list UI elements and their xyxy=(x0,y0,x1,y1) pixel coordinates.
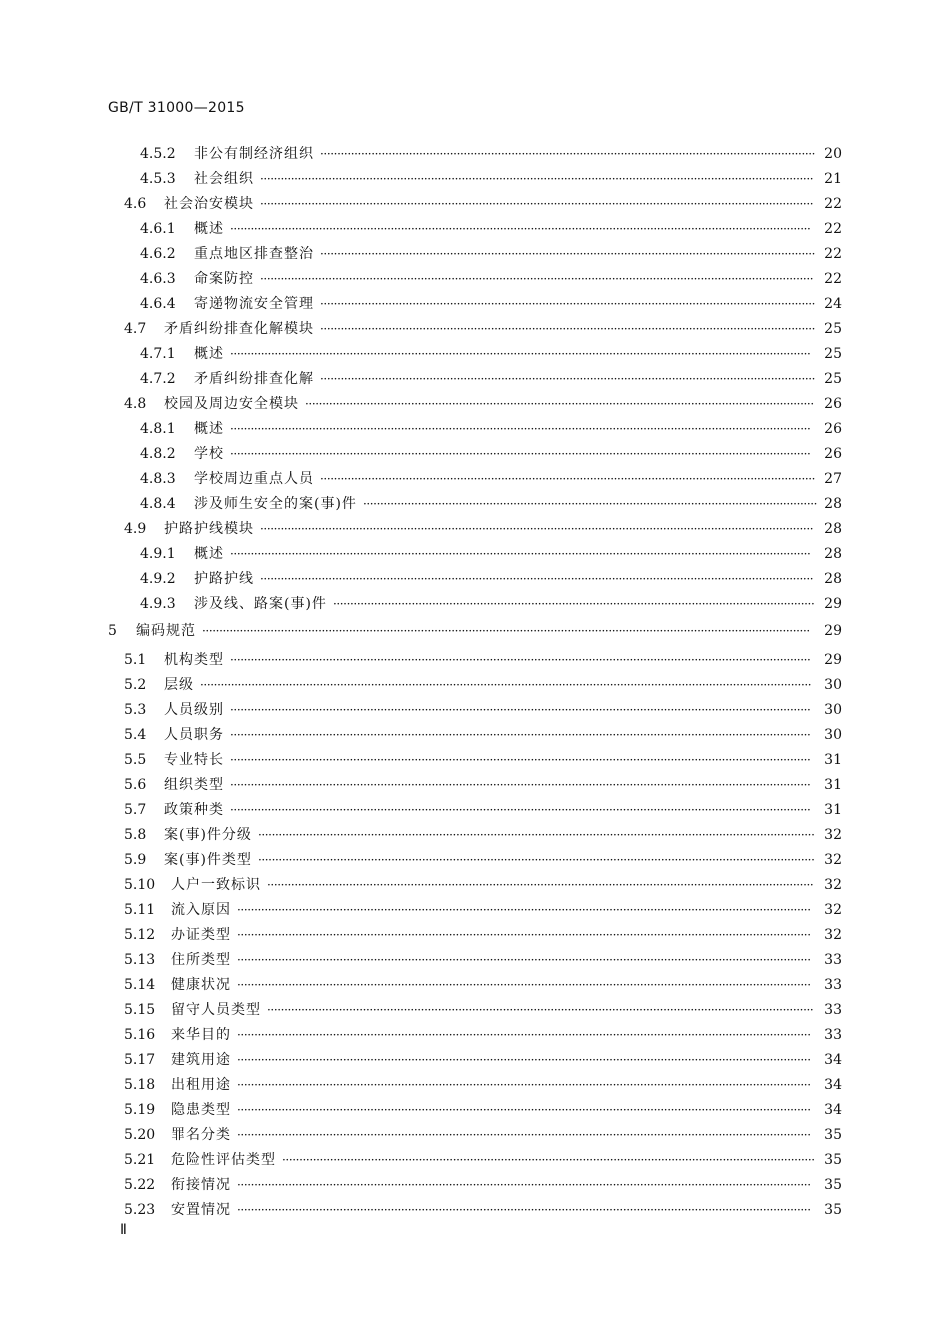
toc-entry-page: 32 xyxy=(824,852,842,868)
toc-entry-title: 编码规范 xyxy=(136,623,196,639)
toc-entry-page: 35 xyxy=(824,1127,842,1143)
dot-leader: ········································································································································································ xyxy=(237,1128,811,1142)
dot-leader: ·································································································································································· xyxy=(260,197,814,211)
toc-entry-title: 人员职务 xyxy=(164,727,224,743)
toc-entry[interactable] xyxy=(0,1024,950,1046)
toc-entry-page: 21 xyxy=(824,171,842,187)
toc-entry-title: 护路护线模块 xyxy=(164,521,254,537)
toc-entry-title: 学校周边重点人员 xyxy=(194,471,314,487)
dot-leader: ····················································································································································· xyxy=(305,397,814,411)
dot-leader: ·········································································································································································· xyxy=(230,347,811,361)
toc-entry-number: 4.6.4 xyxy=(140,296,176,312)
toc-entry-title: 概述 xyxy=(194,221,224,237)
toc-entry-title: 层级 xyxy=(164,677,194,693)
toc-entry-number: 5.18 xyxy=(124,1077,156,1093)
dot-leader: ·········································································································································································· xyxy=(230,803,811,817)
toc-entry-number: 4.5.2 xyxy=(140,146,176,162)
toc-entry-page: 28 xyxy=(824,521,842,537)
toc-entry[interactable] xyxy=(0,593,950,615)
toc-entry-title: 寄递物流安全管理 xyxy=(194,296,314,312)
toc-entry-number: 4.9.1 xyxy=(140,546,176,562)
toc-entry-title: 概述 xyxy=(194,546,224,562)
toc-entry-page: 20 xyxy=(824,146,842,162)
toc-entry-title: 涉及线、路案(事)件 xyxy=(194,596,327,612)
toc-entry-page: 29 xyxy=(824,623,842,639)
toc-entry-number: 4.6.1 xyxy=(140,221,176,237)
dot-leader: ·········································································································································································· xyxy=(230,703,811,717)
dot-leader: ···························································································································································· xyxy=(282,1153,815,1167)
dot-leader: ·································································································································································· xyxy=(260,572,814,586)
toc-entry-number: 4.8.2 xyxy=(140,446,176,462)
toc-entry-title: 衔接情况 xyxy=(171,1177,231,1193)
toc-entry-number: 5.23 xyxy=(124,1202,156,1218)
toc-entry-number: 4.6 xyxy=(124,196,147,212)
toc-entry-number: 5.12 xyxy=(124,927,156,943)
dot-leader: ················································································································································· xyxy=(320,322,816,336)
toc-entry[interactable] xyxy=(0,799,950,821)
toc-entry[interactable] xyxy=(0,543,950,565)
dot-leader: ·········································································································································································· xyxy=(230,222,811,236)
toc-entry-title: 流入原因 xyxy=(171,902,231,918)
toc-entry-page: 32 xyxy=(824,877,842,893)
toc-entry-title: 概述 xyxy=(194,346,224,362)
page-folio: Ⅱ xyxy=(120,1222,127,1238)
toc-entry[interactable] xyxy=(0,318,950,340)
toc-entry[interactable] xyxy=(0,849,950,871)
toc-entry-title: 非公有制经济组织 xyxy=(194,146,314,162)
toc-entry[interactable] xyxy=(0,568,950,590)
toc-entry-page: 32 xyxy=(824,827,842,843)
toc-entry-title: 危险性评估类型 xyxy=(171,1152,276,1168)
dot-leader: ················································································································································· xyxy=(320,247,816,261)
toc-entry-number: 5.3 xyxy=(124,702,147,718)
toc-entry-title: 罪名分类 xyxy=(171,1127,231,1143)
toc-entry-number: 5.19 xyxy=(124,1102,156,1118)
toc-entry-page: 31 xyxy=(824,777,842,793)
toc-entry-page: 26 xyxy=(824,446,842,462)
toc-entry-number: 5.11 xyxy=(124,902,156,918)
dot-leader: ············································································································································· xyxy=(332,597,815,611)
toc-entry[interactable] xyxy=(0,218,950,240)
toc-entry[interactable] xyxy=(0,874,950,896)
toc-entry-page: 28 xyxy=(824,546,842,562)
toc-entry-number: 4.8.3 xyxy=(140,471,176,487)
toc-entry-title: 社会组织 xyxy=(194,171,254,187)
toc-entry-number: 4.9.2 xyxy=(140,571,176,587)
toc-entry[interactable] xyxy=(0,443,950,465)
toc-entry-number: 4.5.3 xyxy=(140,171,176,187)
toc-entry-page: 28 xyxy=(824,496,842,512)
toc-entry[interactable] xyxy=(0,924,950,946)
toc-entry-number: 4.6.3 xyxy=(140,271,176,287)
toc-entry-title: 建筑用途 xyxy=(171,1052,231,1068)
toc-entry[interactable] xyxy=(0,393,950,415)
toc-entry-number: 5.14 xyxy=(124,977,156,993)
toc-entry-number: 4.8.1 xyxy=(140,421,176,437)
toc-entry-number: 5.1 xyxy=(124,652,147,668)
toc-entry-number: 4.7.2 xyxy=(140,371,176,387)
toc-entry-title: 学校 xyxy=(194,446,224,462)
toc-entry-page: 22 xyxy=(824,271,842,287)
toc-entry[interactable] xyxy=(0,1124,950,1146)
dot-leader: ································································································································································ xyxy=(267,878,814,892)
toc-entry-title: 留守人员类型 xyxy=(171,1002,261,1018)
toc-entry-page: 35 xyxy=(824,1177,842,1193)
dot-leader: ··································································································································································· xyxy=(257,853,815,867)
toc-entry[interactable] xyxy=(0,268,950,290)
dot-leader: ·········································································································································································· xyxy=(230,422,811,436)
toc-entry[interactable] xyxy=(0,1149,950,1171)
dot-leader: ·········································································································································································· xyxy=(230,447,811,461)
dot-leader: ·································································································································································· xyxy=(260,172,814,186)
toc-entry[interactable] xyxy=(0,1099,950,1121)
dot-leader: ·········································································································································································· xyxy=(230,753,811,767)
toc-entry-title: 住所类型 xyxy=(171,952,231,968)
toc-entry-title: 专业特长 xyxy=(164,752,224,768)
toc-entry-title: 案(事)件类型 xyxy=(164,852,252,868)
toc-entry-number: 5.17 xyxy=(124,1052,156,1068)
toc-entry-title: 重点地区排查整治 xyxy=(194,246,314,262)
toc-entry[interactable] xyxy=(0,649,950,671)
dot-leader: ·········································································································································································· xyxy=(230,547,811,561)
toc-entry-title: 护路护线 xyxy=(194,571,254,587)
dot-leader: ·········································································································································································· xyxy=(230,653,811,667)
toc-entry-page: 33 xyxy=(824,977,842,993)
toc-entry[interactable] xyxy=(0,749,950,771)
toc-entry-title: 来华目的 xyxy=(171,1027,231,1043)
toc-entry-number: 5.8 xyxy=(124,827,147,843)
toc-entry[interactable] xyxy=(0,824,950,846)
dot-leader: ·································································································································································· xyxy=(260,522,814,536)
toc-entry-title: 组织类型 xyxy=(164,777,224,793)
toc-entry-page: 35 xyxy=(824,1152,842,1168)
dot-leader: ················································································································································· xyxy=(320,472,816,486)
toc-entry-page: 35 xyxy=(824,1202,842,1218)
dot-leader: ································································································································································ xyxy=(267,1003,814,1017)
dot-leader: ················································································································································· xyxy=(320,147,816,161)
toc-entry[interactable] xyxy=(0,774,950,796)
toc-entry-title: 校园及周边安全模块 xyxy=(164,396,299,412)
toc-entry-number: 4.7 xyxy=(124,321,147,337)
toc-entry-number: 4.6.2 xyxy=(140,246,176,262)
toc-entry-title: 健康状况 xyxy=(171,977,231,993)
toc-entry[interactable] xyxy=(0,293,950,315)
toc-entry-page: 30 xyxy=(824,702,842,718)
toc-entry[interactable] xyxy=(0,493,950,515)
toc-entry-number: 4.8 xyxy=(124,396,147,412)
toc-entry[interactable] xyxy=(0,949,950,971)
toc-entry-number: 5.4 xyxy=(124,727,147,743)
toc-entry[interactable] xyxy=(0,974,950,996)
dot-leader: ·········································································································································································· xyxy=(230,728,811,742)
toc-entry-title: 矛盾纠纷排查化解模块 xyxy=(164,321,314,337)
dot-leader: ········································································································································································ xyxy=(237,903,811,917)
toc-entry[interactable] xyxy=(0,518,950,540)
toc-entry[interactable] xyxy=(0,1199,950,1221)
toc-entry-page: 26 xyxy=(824,421,842,437)
toc-entry-page: 32 xyxy=(824,902,842,918)
toc-entry-page: 22 xyxy=(824,196,842,212)
toc-entry-page: 33 xyxy=(824,1002,842,1018)
toc-entry-number: 5.13 xyxy=(124,952,156,968)
toc-entry-number: 4.9.3 xyxy=(140,596,176,612)
toc-entry-number: 4.9 xyxy=(124,521,147,537)
toc-entry-page: 25 xyxy=(824,346,842,362)
toc-entry[interactable] xyxy=(0,468,950,490)
toc-entry[interactable] xyxy=(0,343,950,365)
toc-entry[interactable] xyxy=(0,243,950,265)
toc-entry-page: 25 xyxy=(824,321,842,337)
toc-entry-page: 26 xyxy=(824,396,842,412)
toc-entry-title: 办证类型 xyxy=(171,927,231,943)
toc-entry-title: 矛盾纠纷排查化解 xyxy=(194,371,314,387)
dot-leader: ················································································································································· xyxy=(320,297,816,311)
toc-entry-page: 25 xyxy=(824,371,842,387)
toc-entry[interactable] xyxy=(0,1174,950,1196)
toc-entry-number: 5.15 xyxy=(124,1002,156,1018)
toc-entry-number: 5.2 xyxy=(124,677,147,693)
toc-entry-number: 5.10 xyxy=(124,877,156,893)
toc-entry[interactable] xyxy=(0,168,950,190)
dot-leader: ········································································································································································ xyxy=(237,953,811,967)
toc-entry-number: 5.7 xyxy=(124,802,147,818)
dot-leader: ··················································································································································································· xyxy=(200,678,812,692)
toc-entry-page: 33 xyxy=(824,952,842,968)
toc-entry-page: 27 xyxy=(824,471,842,487)
dot-leader: ·················································································································································································· xyxy=(202,624,810,638)
toc-entry-title: 人户一致标识 xyxy=(171,877,261,893)
toc-entry[interactable] xyxy=(0,368,950,390)
dot-leader: ················································································································································· xyxy=(320,372,816,386)
dot-leader: ········································································································································································ xyxy=(237,1078,811,1092)
dot-leader: ········································································································································································ xyxy=(237,1103,811,1117)
toc-entry-number: 5 xyxy=(108,623,117,639)
toc-entry[interactable] xyxy=(0,418,950,440)
toc-entry[interactable] xyxy=(0,999,950,1021)
toc-entry-page: 33 xyxy=(824,1027,842,1043)
toc-entry-title: 政策种类 xyxy=(164,802,224,818)
toc-entry[interactable] xyxy=(0,143,950,165)
toc-entry-number: 5.22 xyxy=(124,1177,156,1193)
dot-leader: ·································································································································································· xyxy=(260,272,814,286)
toc-entry-title: 社会治安模块 xyxy=(164,196,254,212)
toc-entry-page: 30 xyxy=(824,677,842,693)
toc-entry-page: 29 xyxy=(824,596,842,612)
toc-entry[interactable] xyxy=(0,1049,950,1071)
toc-entry[interactable] xyxy=(0,899,950,921)
toc-entry-number: 5.9 xyxy=(124,852,147,868)
toc-entry-number: 5.6 xyxy=(124,777,147,793)
toc-entry-page: 30 xyxy=(824,727,842,743)
toc-entry-title: 机构类型 xyxy=(164,652,224,668)
toc-entry-page: 34 xyxy=(824,1102,842,1118)
toc-entry-page: 29 xyxy=(824,652,842,668)
toc-entry-page: 22 xyxy=(824,246,842,262)
toc-entry-number: 5.21 xyxy=(124,1152,156,1168)
toc-entry-title: 人员级别 xyxy=(164,702,224,718)
toc-entry-page: 22 xyxy=(824,221,842,237)
dot-leader: ········································································································································································ xyxy=(237,978,811,992)
toc-entry[interactable] xyxy=(0,724,950,746)
toc-entry-title: 案(事)件分级 xyxy=(164,827,252,843)
toc-entry-page: 31 xyxy=(824,802,842,818)
toc-entry[interactable] xyxy=(0,620,950,642)
toc-entry-title: 隐患类型 xyxy=(171,1102,231,1118)
toc-entry-title: 安置情况 xyxy=(171,1202,231,1218)
dot-leader: ·········································································································································································· xyxy=(230,778,811,792)
toc-entry-number: 4.8.4 xyxy=(140,496,176,512)
toc-entry-page: 34 xyxy=(824,1052,842,1068)
toc-entry-page: 31 xyxy=(824,752,842,768)
toc-entry-number: 5.16 xyxy=(124,1027,156,1043)
toc-entry-page: 28 xyxy=(824,571,842,587)
toc-entry-title: 出租用途 xyxy=(171,1077,231,1093)
toc-entry-title: 涉及师生安全的案(事)件 xyxy=(194,496,357,512)
dot-leader: ··································································································································································· xyxy=(257,828,815,842)
toc-entry[interactable] xyxy=(0,699,950,721)
dot-leader: ········································································································································································ xyxy=(237,1053,811,1067)
dot-leader: ········································································································································································ xyxy=(237,1178,811,1192)
toc-entry-title: 命案防控 xyxy=(194,271,254,287)
dot-leader: ········································································································································································ xyxy=(237,1028,811,1042)
toc-entry-page: 32 xyxy=(824,927,842,943)
toc-entry-page: 24 xyxy=(824,296,842,312)
toc-entry[interactable] xyxy=(0,193,950,215)
dot-leader: ········································································································································································ xyxy=(237,1203,811,1217)
toc-entry-number: 4.7.1 xyxy=(140,346,176,362)
toc-entry[interactable] xyxy=(0,1074,950,1096)
toc-entry-title: 概述 xyxy=(194,421,224,437)
standard-code: GB/T 31000—2015 xyxy=(108,100,245,116)
toc-entry-number: 5.20 xyxy=(124,1127,156,1143)
toc-entry-page: 34 xyxy=(824,1077,842,1093)
toc-entry[interactable] xyxy=(0,674,950,696)
toc-entry-number: 5.5 xyxy=(124,752,147,768)
dot-leader: ········································································································································································ xyxy=(237,928,811,942)
dot-leader: ····································································································································· xyxy=(362,497,818,511)
